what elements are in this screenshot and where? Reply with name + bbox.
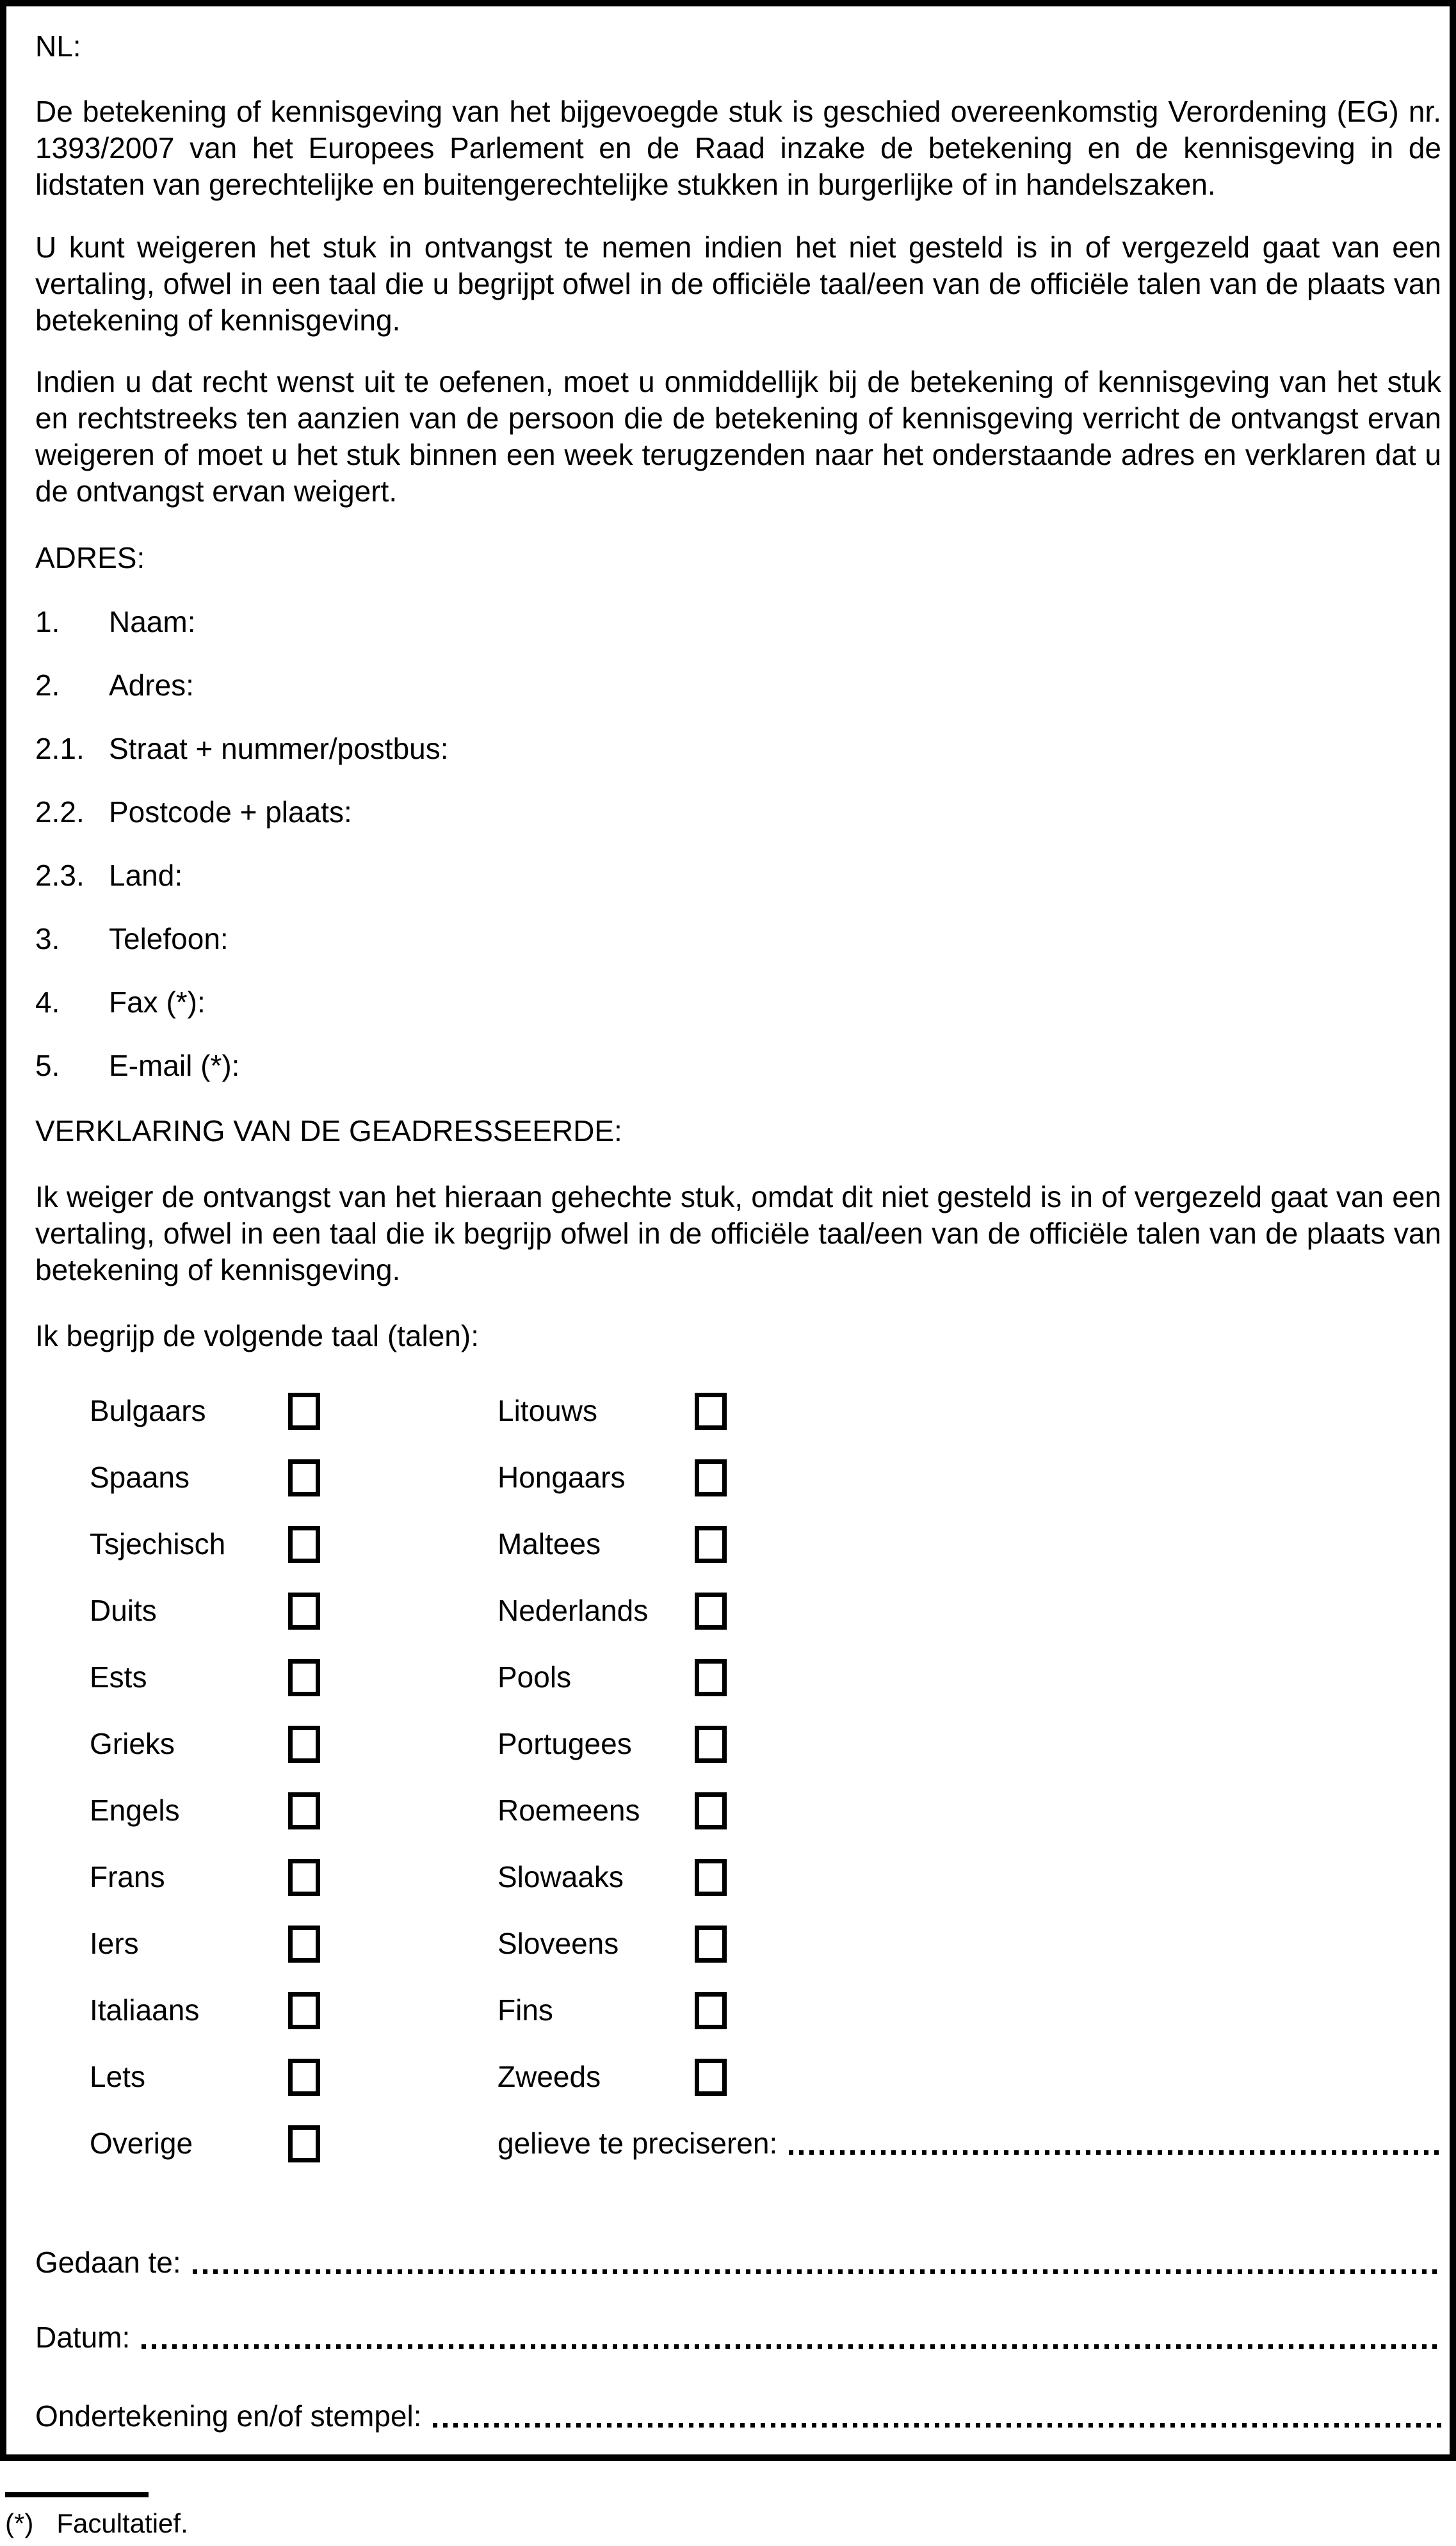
- checkbox-grieks[interactable]: [288, 1726, 320, 1763]
- item-number: 4.: [35, 985, 60, 1019]
- language-row: [0, 1391, 1456, 1430]
- checkbox-nederlands[interactable]: [695, 1593, 727, 1630]
- signature-stamp-field: [35, 2397, 1441, 2435]
- checkbox-portugees[interactable]: [695, 1726, 727, 1763]
- address-item-email: [35, 1048, 1441, 1083]
- item-label: Postcode + plaats:: [109, 795, 352, 829]
- checkbox-spaans[interactable]: [288, 1459, 320, 1496]
- item-number: 2.1.: [35, 732, 85, 765]
- language-row: [0, 1591, 1456, 1630]
- address-item-fax: [35, 984, 1441, 1020]
- item-label: Adres:: [109, 669, 194, 702]
- language-row: [0, 1924, 1456, 1963]
- declaration-heading: VERKLARING VAN DE GEADRESSEERDE:: [35, 1114, 622, 1147]
- item-label: Land:: [109, 859, 183, 892]
- address-item-naam: [35, 604, 1441, 640]
- footnote: [5, 2508, 188, 2540]
- item-number: 2.3.: [35, 859, 85, 892]
- language-label-fins: Fins: [497, 1993, 553, 2027]
- address-item-land: [35, 857, 1441, 893]
- date-label: Datum:: [35, 2321, 131, 2354]
- item-number: 1.: [35, 605, 60, 638]
- date-dotted-line: [142, 2344, 1441, 2349]
- language-row-other: [0, 2124, 1456, 2162]
- language-row: [0, 2057, 1456, 2096]
- checkbox-maltees[interactable]: [695, 1526, 727, 1563]
- paragraph-regulation: De betekening of kennisgeving van het bijgevoegde stuk is geschied overeenkomstig Verordening (EG) nr. 1393/2007 van het Europees Parlement en de Raad inzake de betekening en de kennisgeving in de lidstaten van gerechtelijke en buitengerechtelijke stukken in burgerlijke of in handelszaken.: [35, 95, 1441, 201]
- language-label-litouws: Litouws: [497, 1394, 597, 1427]
- done-at-label: Gedaan te:: [35, 2246, 181, 2279]
- address-item-postcode: [35, 794, 1441, 830]
- paragraph-declaration: Ik weiger de ontvangst van het hieraan gehechte stuk, omdat dit niet gesteld is in of vergezeld gaat van een vertaling, ofwel in een taal die ik begrijp ofwel in de officiële taal/een van de officiële talen van de plaats van betekening of kennisgeving.: [35, 1180, 1441, 1286]
- footnote-marker: (*): [5, 2508, 34, 2538]
- checkbox-lets[interactable]: [288, 2059, 320, 2096]
- language-label-ests: Ests: [90, 1660, 147, 1694]
- checkbox-fins[interactable]: [695, 1992, 727, 2029]
- checkbox-overige[interactable]: [288, 2125, 320, 2162]
- checkbox-iers[interactable]: [288, 1926, 320, 1963]
- language-label-italiaans: Italiaans: [90, 1993, 200, 2027]
- checkbox-ests[interactable]: [288, 1659, 320, 1696]
- language-row: [0, 1724, 1456, 1763]
- signature-stamp-label: Ondertekening en/of stempel:: [35, 2399, 422, 2433]
- item-number: 2.2.: [35, 795, 85, 829]
- other-specify-dotted-line: [789, 2150, 1441, 2155]
- language-label-nederlands: Nederlands: [497, 1594, 649, 1627]
- language-row: [0, 1658, 1456, 1696]
- paragraph-refusal-right: U kunt weigeren het stuk in ontvangst te nemen indien het niet gesteld is in of vergezeld gaat van een vertaling, ofwel in een taal die u begrijpt ofwel in de officiële taal/een van de officiële talen van de plaats van betekening of kennisgeving.: [35, 231, 1441, 337]
- language-label-portugees: Portugees: [497, 1727, 632, 1760]
- checkbox-engels[interactable]: [288, 1792, 320, 1829]
- language-label-spaans: Spaans: [90, 1461, 190, 1494]
- address-item-straat: [35, 731, 1441, 766]
- paragraph-exercise-right: Indien u dat recht wenst uit te oefenen, moet u onmiddellijk bij de betekening of kennisgeving van het stuk en rechtstreeks ten aanzien van de persoon die de betekening of kennisgeving verricht de ontvangst ervan weigeren of moet u het stuk binnen een week terugzenden naar het onderstaande adres en verklaren dat u de ontvangst ervan weigert.: [35, 365, 1441, 508]
- language-row: [0, 1858, 1456, 1896]
- language-row: [0, 1991, 1456, 2029]
- checkbox-tsjechisch[interactable]: [288, 1526, 320, 1563]
- language-label-duits: Duits: [90, 1594, 157, 1627]
- language-row: [0, 1525, 1456, 1563]
- checkbox-italiaans[interactable]: [288, 1992, 320, 2029]
- language-label-engels: Engels: [90, 1794, 180, 1827]
- item-label: Straat + nummer/postbus:: [109, 732, 449, 765]
- footnote-divider: [5, 2492, 149, 2497]
- item-number: 3.: [35, 922, 60, 955]
- language-label-hongaars: Hongaars: [497, 1461, 626, 1494]
- signature-stamp-dotted-line: [433, 2423, 1441, 2428]
- language-label-frans: Frans: [90, 1860, 165, 1893]
- checkbox-sloveens[interactable]: [695, 1926, 727, 1963]
- checkbox-pools[interactable]: [695, 1659, 727, 1696]
- checkbox-frans[interactable]: [288, 1859, 320, 1896]
- item-label: Naam:: [109, 605, 196, 638]
- language-code-label: NL:: [35, 29, 81, 63]
- checkbox-zweeds[interactable]: [695, 2059, 727, 2096]
- languages-intro: Ik begrijp de volgende taal (talen):: [35, 1319, 479, 1352]
- language-label-iers: Iers: [90, 1927, 139, 1960]
- checkbox-duits[interactable]: [288, 1593, 320, 1630]
- checkbox-litouws[interactable]: [695, 1393, 727, 1430]
- address-item-adres: [35, 667, 1441, 703]
- language-label-tsjechisch: Tsjechisch: [90, 1527, 226, 1561]
- language-label-slowaaks: Slowaaks: [497, 1860, 624, 1893]
- language-label-roemeens: Roemeens: [497, 1794, 640, 1827]
- language-row: [0, 1791, 1456, 1829]
- language-label-bulgaars: Bulgaars: [90, 1394, 206, 1427]
- item-label: Telefoon:: [109, 922, 229, 955]
- footnote-text: Facultatief.: [56, 2508, 188, 2538]
- done-at-dotted-line: [193, 2269, 1441, 2274]
- language-label-lets: Lets: [90, 2060, 145, 2093]
- checkbox-roemeens[interactable]: [695, 1792, 727, 1829]
- language-label-sloveens: Sloveens: [497, 1927, 619, 1960]
- language-label-zweeds: Zweeds: [497, 2060, 601, 2093]
- language-label-overige: Overige: [90, 2127, 193, 2160]
- language-label-pools: Pools: [497, 1660, 572, 1694]
- item-label: Fax (*):: [109, 985, 206, 1019]
- date-field: [35, 2318, 1441, 2356]
- other-specify-label: gelieve te preciseren:: [497, 2127, 778, 2160]
- checkbox-slowaaks[interactable]: [695, 1859, 727, 1896]
- item-number: 2.: [35, 669, 60, 702]
- language-row: [0, 1458, 1456, 1496]
- checkbox-bulgaars[interactable]: [288, 1393, 320, 1430]
- item-label: E-mail (*):: [109, 1049, 240, 1082]
- checkbox-hongaars[interactable]: [695, 1459, 727, 1496]
- done-at-field: [35, 2243, 1441, 2282]
- language-label-grieks: Grieks: [90, 1727, 175, 1760]
- item-number: 5.: [35, 1049, 60, 1082]
- address-heading: ADRES:: [35, 541, 145, 574]
- other-specify-field: [497, 2124, 1441, 2162]
- address-item-telefoon: [35, 921, 1441, 957]
- language-label-maltees: Maltees: [497, 1527, 601, 1561]
